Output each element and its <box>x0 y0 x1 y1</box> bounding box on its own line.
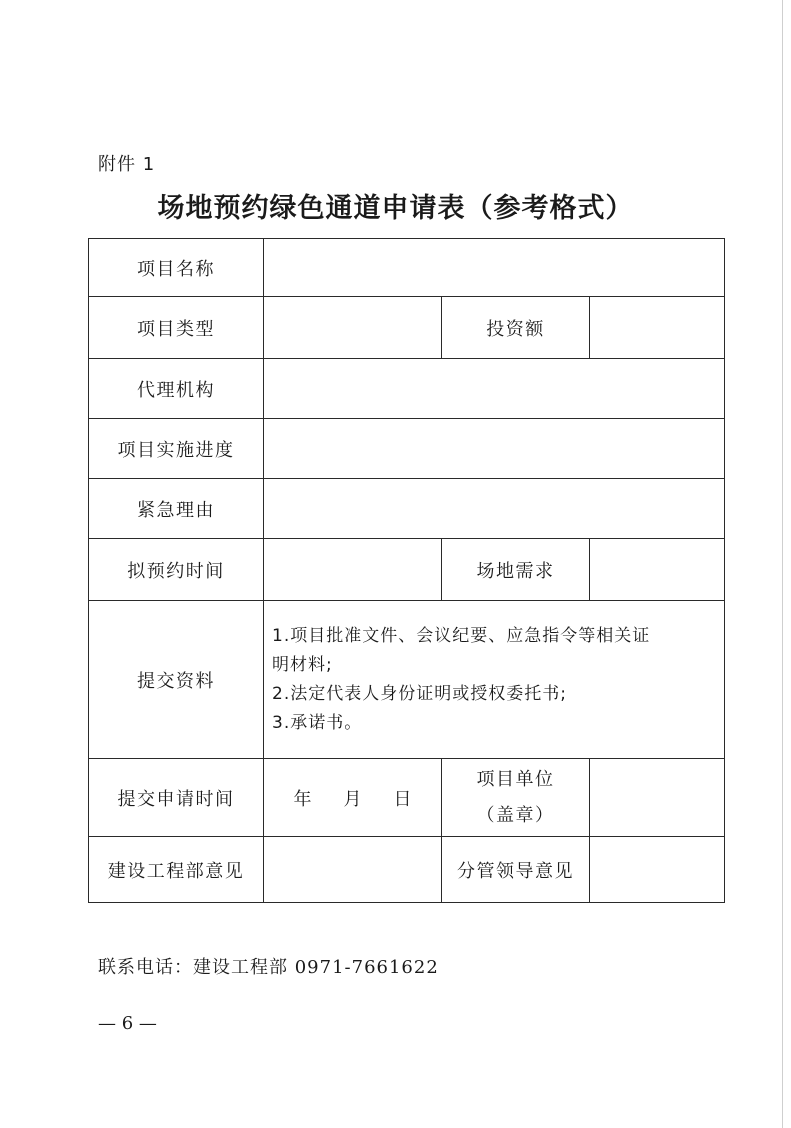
row-progress <box>89 419 725 479</box>
materials-item: 2.法定代表人身份证明或授权委托书; <box>272 683 567 704</box>
materials-item: 1.项目批准文件、会议纪要、应急指令等相关证 <box>272 625 651 646</box>
planned-time-label: 拟预约时间 <box>89 539 264 601</box>
submit-time-label: 提交申请时间 <box>89 759 264 837</box>
row-planned-time <box>89 539 725 601</box>
contact-label: 联系电话：建设工程部 <box>98 957 288 978</box>
project-type-label: 项目类型 <box>89 297 264 359</box>
row-project-type <box>89 297 725 359</box>
project-type-field[interactable] <box>264 297 442 359</box>
row-opinions <box>89 837 725 903</box>
materials-list <box>264 601 725 759</box>
form-title: 场地预约绿色通道申请表（参考格式） <box>157 193 634 224</box>
unit-label: 项目单位 <box>476 768 555 790</box>
page-edge-line <box>782 0 783 1128</box>
row-urgency <box>89 479 725 539</box>
investment-field[interactable] <box>590 297 725 359</box>
materials-label: 提交资料 <box>89 601 264 759</box>
unit-seal-label <box>442 759 590 837</box>
investment-label: 投资额 <box>442 297 590 359</box>
attachment-label: 附件 1 <box>98 154 156 175</box>
project-name-label: 项目名称 <box>89 239 264 297</box>
row-project-name <box>89 239 725 297</box>
page-number: — 6 — <box>98 1013 157 1034</box>
row-agency <box>89 359 725 419</box>
date-month: 月 <box>343 788 362 810</box>
progress-field[interactable] <box>264 419 725 479</box>
agency-field[interactable] <box>264 359 725 419</box>
agency-label: 代理机构 <box>89 359 264 419</box>
project-name-field[interactable] <box>264 239 725 297</box>
urgency-label: 紧急理由 <box>89 479 264 539</box>
submit-date-field[interactable] <box>264 759 442 837</box>
construction-opinion-label: 建设工程部意见 <box>89 837 264 903</box>
progress-label: 项目实施进度 <box>89 419 264 479</box>
venue-need-field[interactable] <box>590 539 725 601</box>
materials-item: 明材料; <box>272 654 333 675</box>
date-year: 年 <box>293 788 312 810</box>
date-day: 日 <box>393 788 412 810</box>
contact-info <box>98 953 439 979</box>
leader-opinion-field[interactable] <box>590 837 725 903</box>
planned-time-field[interactable] <box>264 539 442 601</box>
application-form-table <box>88 238 725 903</box>
row-materials <box>89 601 725 759</box>
unit-seal-field[interactable] <box>590 759 725 837</box>
seal-label: （盖章） <box>476 804 555 826</box>
urgency-field[interactable] <box>264 479 725 539</box>
contact-number: 0971-7661622 <box>294 957 439 978</box>
materials-item: 3.承诺书。 <box>272 712 363 733</box>
row-submit-time <box>89 759 725 837</box>
construction-opinion-field[interactable] <box>264 837 442 903</box>
venue-need-label: 场地需求 <box>442 539 590 601</box>
leader-opinion-label: 分管领导意见 <box>442 837 590 903</box>
